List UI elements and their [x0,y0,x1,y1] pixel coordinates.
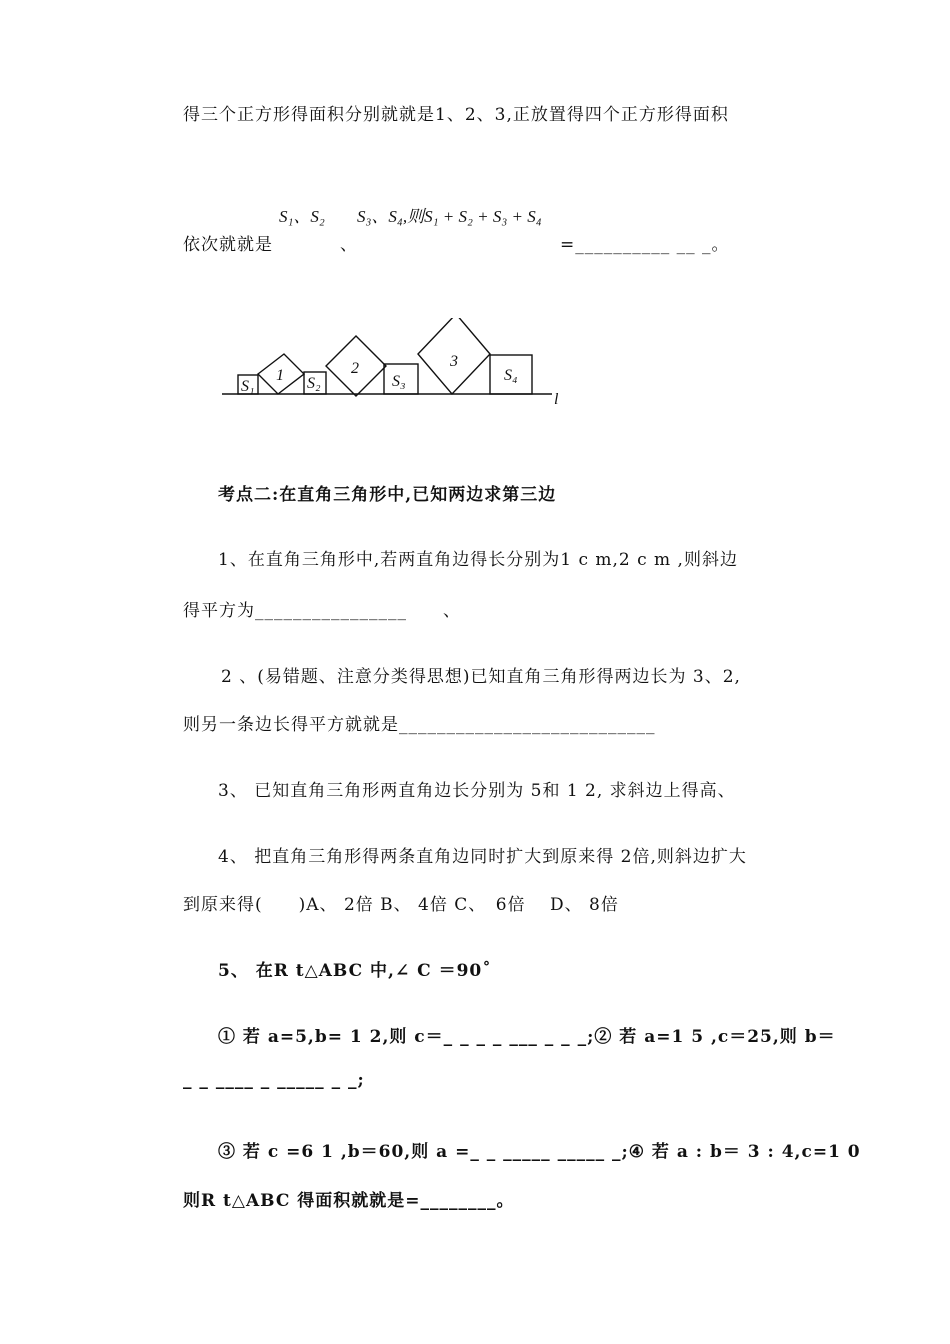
label-s1: S₁ [241,378,255,395]
text-line-2a: 依次就就是 [183,235,273,255]
label-2: 2 [351,360,359,377]
question-2b: 则另一条边长得平方就就是___________________________ [183,715,656,735]
question-5-part1b: _ _ ____ _ _____ _ _; [183,1070,365,1090]
formula-s1-s2: S₁、S₂ [279,207,325,226]
label-3: 3 [450,353,458,370]
question-4b: 到原来得( )A、 2倍 B、 4倍 C、 6倍 D、 8倍 [183,895,619,915]
squares-figure [220,318,580,438]
section-heading: 考点二:在直角三角形中,已知两边求第三边 [218,485,557,505]
question-2a: 2 、(易错题、注意分类得思想)已知直角三角形得两边长为 3、2, [221,667,741,687]
question-1b: 得平方为________________ 、 [183,601,461,621]
question-4a: 4、 把直角三角形得两条直角边同时扩大到原来得 2倍,则斜边扩大 [218,847,747,867]
label-l: l [554,391,559,408]
formula-sum: S₃、S₄,则S₁ + S₂ + S₃ + S₄ [357,207,542,226]
question-5-part1a: ① 若 a=5,b= 1 2,则 c＝_ _ _ _ ___ _ _ _;② 若 a=1 5 ,c＝25,则 b＝ [218,1027,836,1047]
question-5: 5、 在R t△ABC 中,∠ C ＝90˚ [218,961,492,981]
question-1a: 1、在直角三角形中,若两直角边得长分别为1 c m,2 c m ,则斜边 [218,550,738,570]
label-s4: S₄ [504,367,518,384]
label-1: 1 [276,367,284,384]
label-s2: S₂ [307,375,321,392]
text-line-1: 得三个正方形得面积分别就就是1、2、3,正放置得四个正方形得面积 [183,105,729,125]
question-5-part2a: ③ 若 c =6 1 ,b＝60,则 a =_ _ _____ _____ _;④ 若 a : b＝ 3 : 4,c=1 0 [218,1142,861,1162]
text-line-2b: 、 [340,235,358,255]
answer-blank-1: =__________ __ _。 [560,235,730,255]
label-s3: S₃ [392,373,406,390]
question-3: 3、 已知直角三角形两直角边长分别为 5和 1 2, 求斜边上得高、 [218,781,736,801]
question-5-part2b: 则R t△ABC 得面积就就是=________。 [183,1191,515,1211]
